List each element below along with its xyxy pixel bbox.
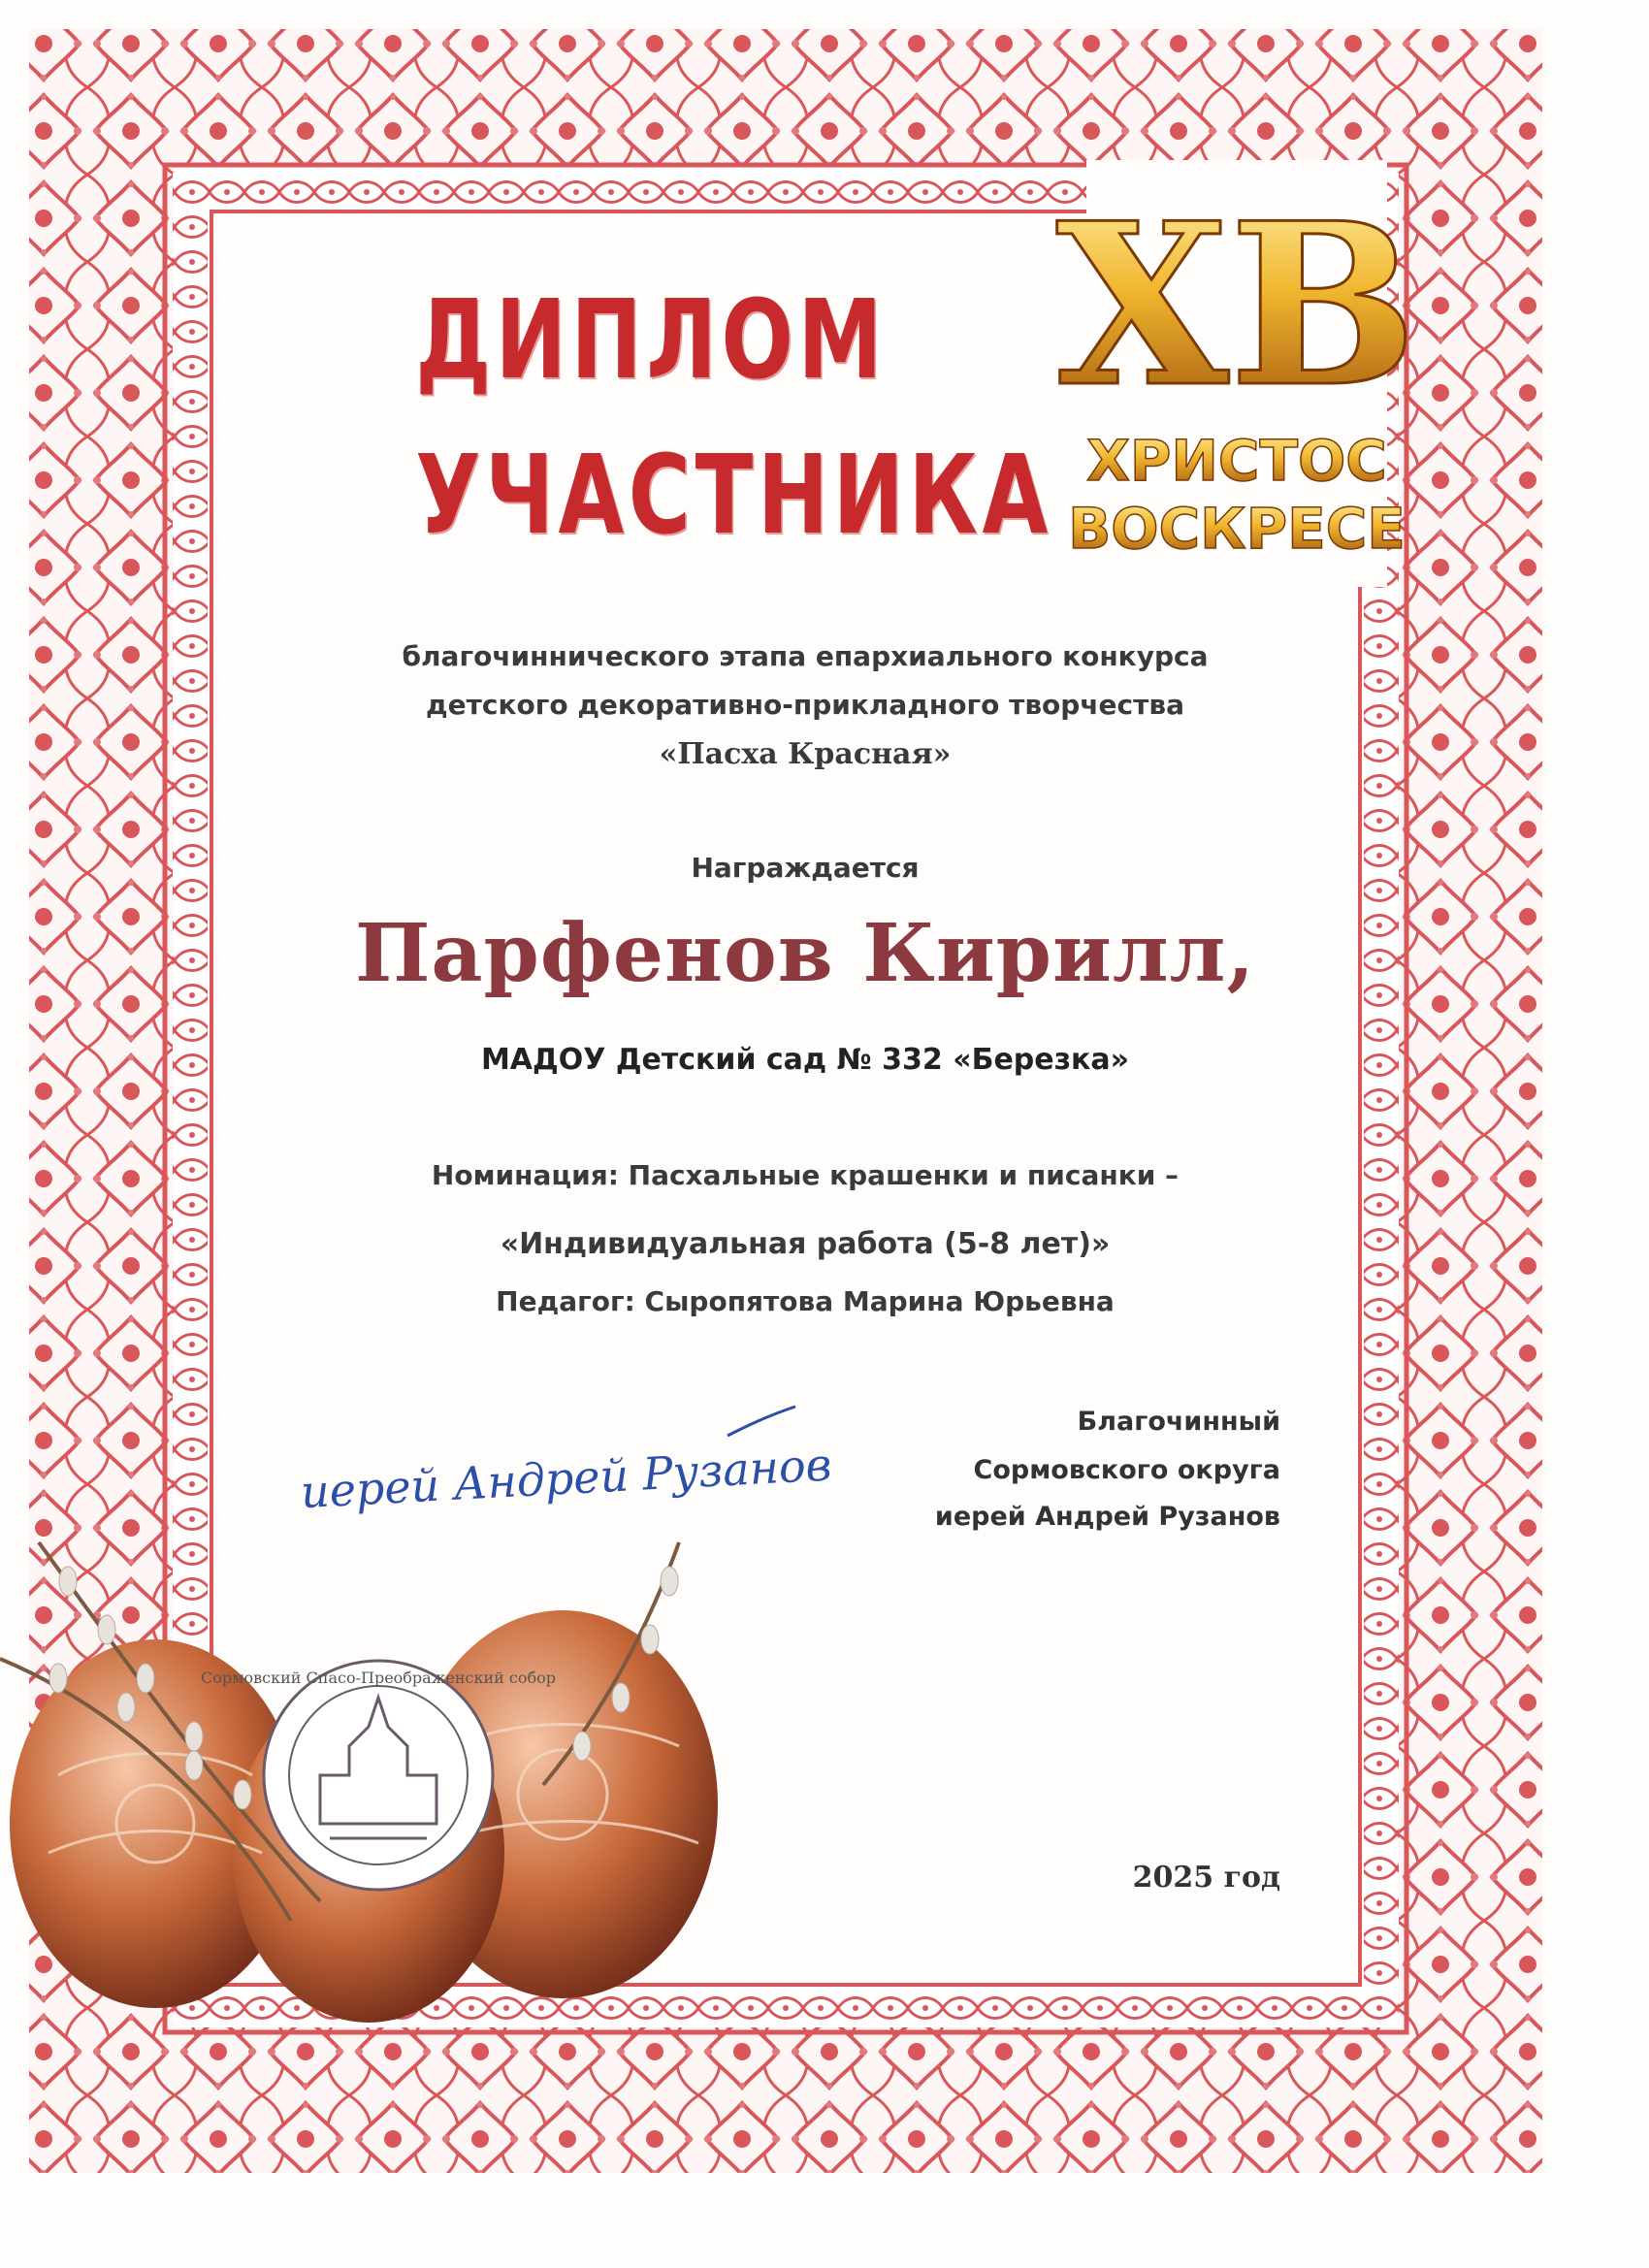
signatory-title: Благочинный [1077,1407,1280,1437]
signature-text: иерей Андрей Рузанов [299,1438,833,1519]
signatory-name: иерей Андрей Рузанов [934,1502,1280,1532]
seal-text: Сормовский Спасо-Преображенский собор [200,1669,557,1687]
badge-line2: ВОСКРЕСЕ [1068,496,1406,562]
recipient-name: Парфенов Кирилл, [354,907,1255,1000]
nomination-line2: «Индивидуальная работа (5-8 лет)» [500,1227,1111,1261]
badge-line1: ХРИСТОС [1086,428,1387,494]
contest-line1: благочиннического этапа епархиального конкурса [402,640,1209,672]
easter-eggs-illustration [0,1533,776,2076]
nomination-line1: Номинация: Пасхальные крашенки и писанки – [431,1159,1180,1191]
christ-is-risen-badge [1055,160,1418,587]
signatory-district: Сормовского округа [973,1455,1280,1485]
awarded-label: Награждается [691,852,920,884]
teacher: Педагог: Сыропятова Марина Юрьевна [496,1285,1115,1317]
year: 2025 год [1132,1861,1280,1895]
diploma-title-line1: ДИПЛОМ [415,277,888,404]
diploma-title-line2: УЧАСТНИКА [415,433,1052,559]
contest-line2: детского декоративно-прикладного творчества [426,689,1184,721]
handwritten-signature [291,1397,834,1533]
organization: МАДОУ Детский сад № 332 «Березка» [480,1043,1130,1077]
badge-letters: ХВ [1055,175,1418,437]
contest-name: «Пасха Красная» [659,737,952,771]
